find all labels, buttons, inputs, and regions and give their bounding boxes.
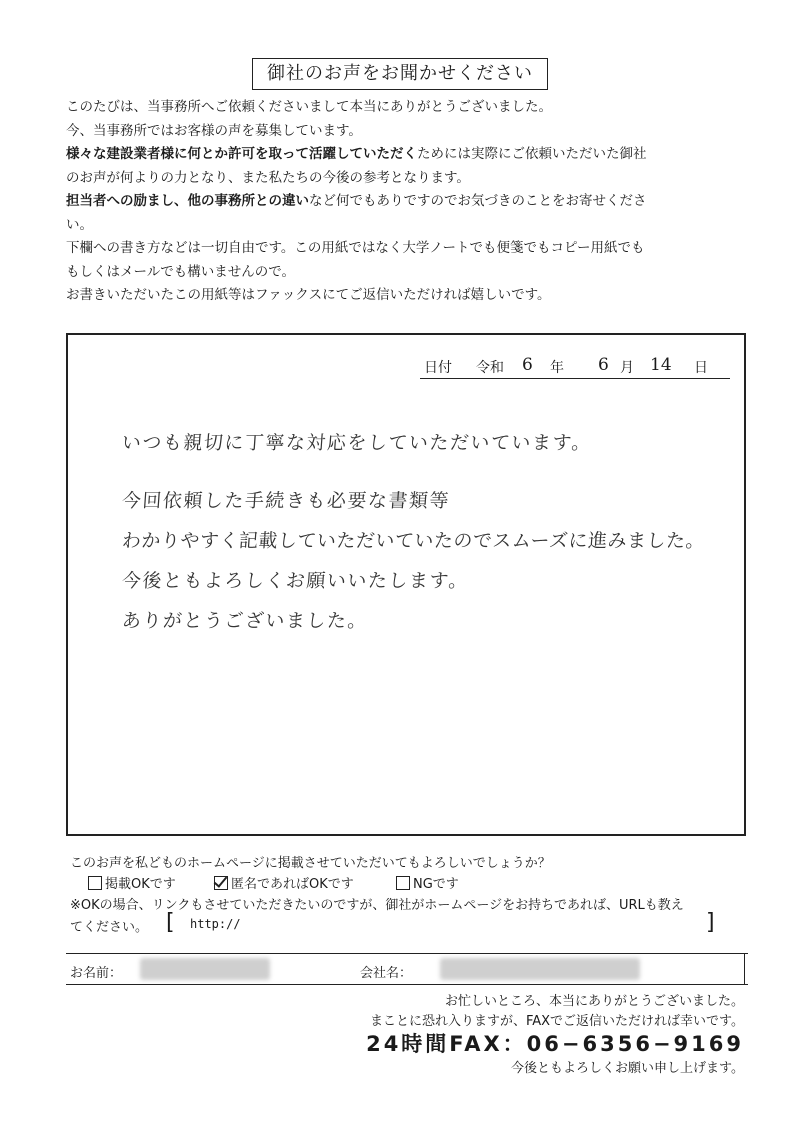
closing-line: 今後ともよろしくお願い申し上げます。 <box>511 1061 744 1076</box>
checkbox-ok[interactable] <box>88 876 102 890</box>
name-redacted[interactable] <box>140 958 270 980</box>
intro-line: もしくはメールでも構いませんので。 <box>66 263 295 280</box>
option-anon-label: 匿名であればOKです <box>231 877 354 892</box>
url-note-cont: てください。 <box>70 920 149 935</box>
date-label: 日付 <box>424 360 452 376</box>
handwritten-line: 今回依頼した手続きも必要な書類等 <box>121 490 451 512</box>
date-year-unit: 年 <box>550 360 564 376</box>
handwritten-line: わかりやすく記載していただいていたのでスムーズに進みました。 <box>121 530 706 552</box>
thanks-line1: お忙しいところ、本当にありがとうございました。 <box>444 994 744 1009</box>
intro-line <box>66 143 766 167</box>
intro-line: お書きいただいたこの用紙等はファックスにてご返信いただければ嬉しいです。 <box>66 287 551 303</box>
date-day-unit: 日 <box>694 360 708 376</box>
option-ng[interactable] <box>396 873 459 892</box>
date-era: 令和 <box>476 360 504 376</box>
intro-line <box>66 190 766 214</box>
date-month: 6 <box>598 355 609 375</box>
date-year: 6 <box>522 355 533 375</box>
form-title: 御社のお声をお聞かせください <box>252 58 548 90</box>
option-ok[interactable] <box>88 873 176 892</box>
intro-line: 下欄への書き方などは一切自由です。この用紙ではなく大学ノートでも便箋でもコピー用紙でも <box>66 240 645 256</box>
company-label: 会社名： <box>360 966 413 981</box>
option-anonymous[interactable] <box>214 873 354 892</box>
intro-rest: など何でもありですのでお気づきのことをお寄せくださ <box>309 193 647 209</box>
thanks-line2: まことに恐れ入りますが、FAXでご返信いただければ幸いです。 <box>369 1014 744 1029</box>
name-label: お名前： <box>70 966 123 981</box>
fax-number: 24時間FAX：06−6356−9169 <box>366 1032 744 1056</box>
company-redacted[interactable] <box>440 958 640 980</box>
intro-bold: 様々な建設業者様に何とか許可を取って活躍していただく <box>66 146 417 162</box>
name-row-edge <box>744 953 745 985</box>
option-ok-label: 掲載OKです <box>105 877 176 892</box>
url-note: ※OKの場合、リンクもさせていただきたいのですが、御社がホームページをお持ちであれば、URLも教え <box>70 898 684 913</box>
intro-line: 今、当事務所ではお客様の声を募集しています。 <box>66 122 362 139</box>
bracket-close: ] <box>706 910 715 935</box>
date-month-unit: 月 <box>620 360 634 376</box>
intro-text <box>66 96 766 308</box>
url-field[interactable]: http:// <box>190 917 241 931</box>
date-line <box>420 355 730 379</box>
consent-question: このお声を私どものホームページに掲載させていただいてもよろしいでしょうか？ <box>70 856 551 871</box>
intro-line: のお声が何よりの力となり、また私たちの今後の参考となります。 <box>66 169 470 186</box>
handwritten-line: ありがとうございました。 <box>121 610 369 632</box>
intro-line: い。 <box>66 216 93 233</box>
checkbox-ng[interactable] <box>396 876 410 890</box>
checkbox-anonymous-checked[interactable] <box>214 876 228 890</box>
handwritten-line: 今後ともよろしくお願いいたします。 <box>121 570 470 592</box>
intro-line: このたびは、当事務所へご依頼くださいまして本当にありがとうございました。 <box>66 99 552 115</box>
intro-bold: 担当者への励まし、他の事務所との違い <box>66 193 309 209</box>
date-day: 14 <box>650 355 672 375</box>
option-ng-label: NGです <box>413 877 459 892</box>
intro-rest: ためには実際にご依頼いただいた御社 <box>417 146 647 162</box>
bracket-open: [ <box>166 910 175 935</box>
handwritten-line: いつも親切に丁寧な対応をしていただいています。 <box>121 432 593 454</box>
